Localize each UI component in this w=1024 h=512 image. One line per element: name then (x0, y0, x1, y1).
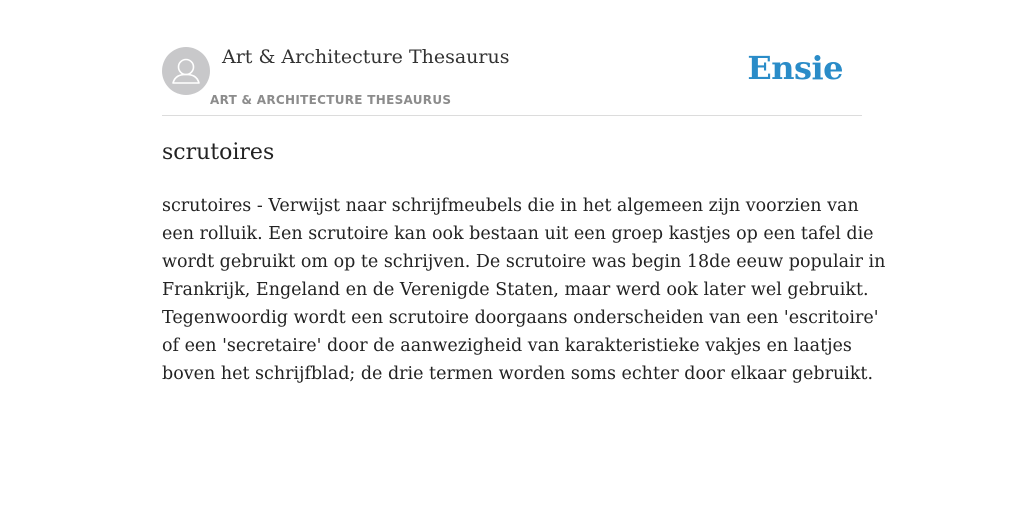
avatar[interactable] (162, 47, 210, 95)
definition-line: boven het schrijfblad; de drie termen worden soms echter door elkaar gebruikt. (162, 364, 874, 384)
definition-line: scrutoires - Verwijst naar schrijfmeubels die in het algemeen zijn voorzien van (162, 196, 859, 216)
definition-line: of een 'secretaire' door de aanwezigheid van karakteristieke vakjes en laatjes (162, 336, 852, 356)
definition-line: Tegenwoordig wordt een scrutoire doorgaans onderscheiden van een 'escritoire' (162, 308, 879, 328)
definition-line: wordt gebruikt om op te schrijven. De scrutoire was begin 18de eeuw populair in (162, 252, 886, 272)
user-silhouette-icon (162, 47, 210, 95)
page-header (162, 38, 862, 116)
entry-definition (162, 192, 886, 388)
entry-title: scrutoires (162, 140, 275, 165)
definition-line: Frankrijk, Engeland en de Verenigde Staten, maar werd ook later wel gebruikt. (162, 280, 869, 300)
brand-logo[interactable]: Ensie (747, 49, 843, 87)
source-label: ART & ARCHITECTURE THESAURUS (210, 93, 452, 107)
definition-line: een rolluik. Een scrutoire kan ook bestaan uit een groep kastjes op een tafel die (162, 224, 874, 244)
author-name-link[interactable]: Art & Architecture Thesaurus (222, 46, 510, 68)
